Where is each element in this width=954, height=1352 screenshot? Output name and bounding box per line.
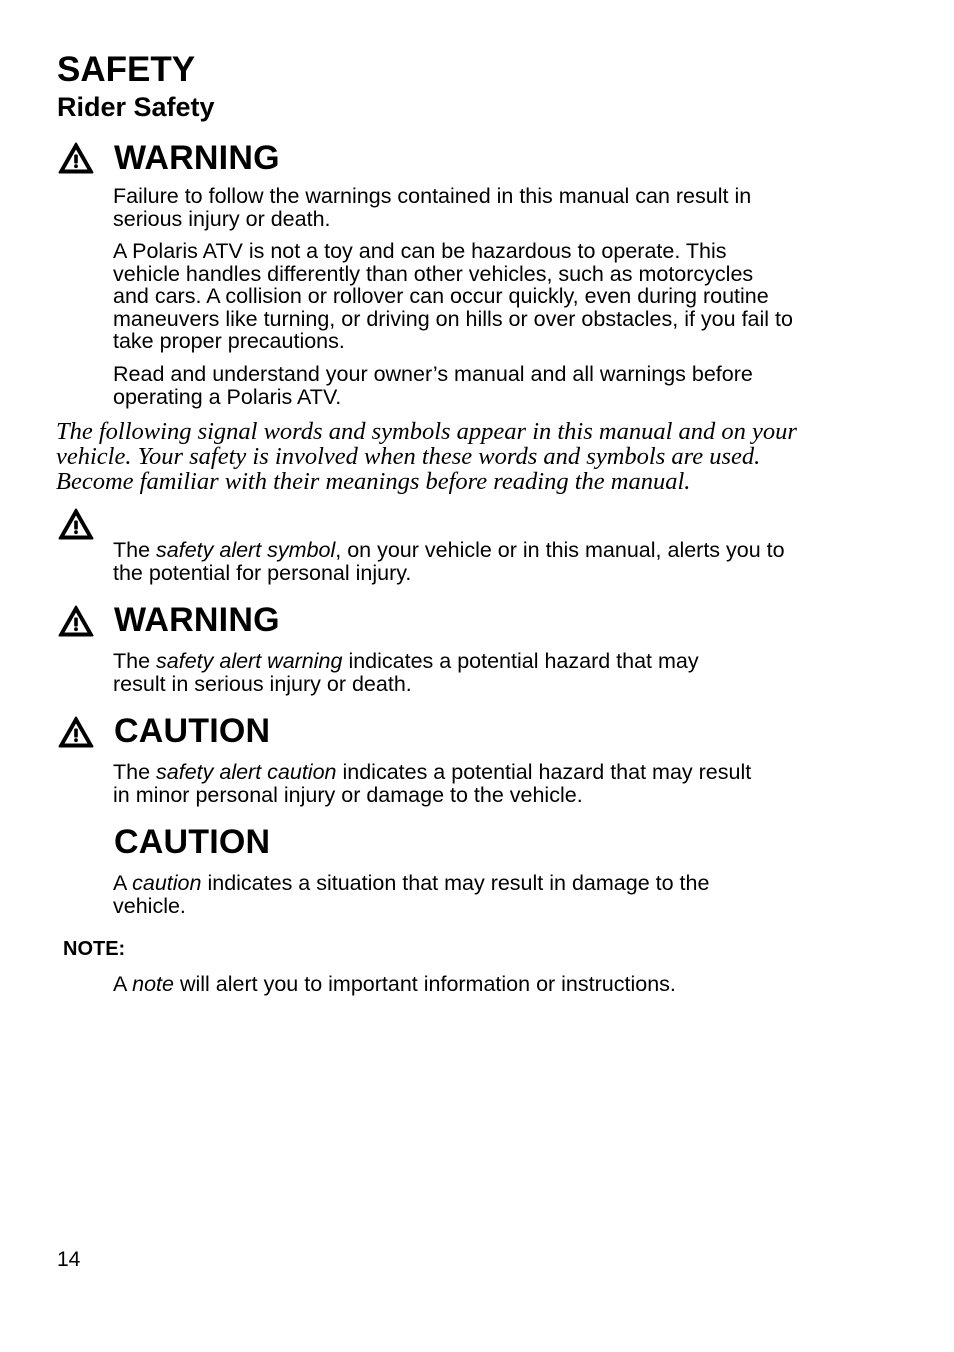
safety-alert-triangle-icon	[58, 716, 94, 748]
definition-suffix: will alert you to important information or instructions.	[174, 972, 676, 996]
definition-prefix: A	[113, 972, 133, 996]
caution-alert-definition	[113, 761, 753, 806]
definition-prefix: The	[113, 649, 157, 673]
safety-alert-triangle-icon	[58, 142, 94, 174]
caution-alert-heading: CAUTION	[114, 712, 271, 750]
definition-term: safety alert symbol	[156, 538, 336, 562]
note-definition	[113, 973, 793, 996]
definition-term: caution	[132, 871, 202, 895]
warning-paragraph-2: A Polaris ATV is not a toy and can be hazardous to operate. This vehicle handles differently than other vehicles, such as motorcycles and cars. A collision or rollover can occur quickly, even during routine maneuvers like turning, or driving on hills or over obstacles, if you fail to take proper precautions.	[113, 239, 793, 353]
safety-alert-triangle-icon	[58, 605, 94, 637]
definition-prefix: A	[113, 871, 133, 895]
warning-signal-heading: WARNING	[114, 601, 280, 639]
note-label: NOTE:	[63, 938, 126, 960]
safety-alert-triangle-icon	[58, 508, 94, 540]
warning-heading: WARNING	[114, 139, 280, 177]
safety-alert-symbol-definition	[113, 539, 793, 584]
page-number: 14	[57, 1248, 81, 1271]
definition-term: note	[132, 972, 174, 996]
warning-paragraph-1: Failure to follow the warnings contained in this manual can result in serious injury or death.	[113, 184, 752, 231]
definition-term: safety alert warning	[156, 649, 343, 673]
definition-suffix: indicates a potential hazard that may result in serious injury or death.	[113, 649, 699, 696]
section-title: SAFETY	[57, 50, 196, 89]
definition-suffix: indicates a potential hazard that may result in minor personal injury or damage to the vehicle.	[113, 760, 752, 807]
caution-heading: CAUTION	[114, 823, 271, 861]
section-subtitle: Rider Safety	[57, 92, 215, 122]
caution-definition	[113, 872, 763, 917]
definition-suffix: indicates a situation that may result in damage to the vehicle.	[113, 871, 710, 918]
warning-definition	[113, 650, 753, 695]
warning-paragraph-3: Read and understand your owner’s manual and all warnings before operating a Polaris ATV.	[113, 362, 753, 409]
definition-prefix: The	[113, 760, 157, 784]
signal-words-intro: The following signal words and symbols appear in this manual and on your vehicle. Your safety is involved when these words and symbols are used. Become familiar with their meanings before reading the manual.	[56, 418, 797, 495]
definition-prefix: The	[113, 538, 157, 562]
definition-suffix: , on your vehicle or in this manual, alerts you to the potential for personal injury.	[113, 538, 785, 585]
definition-term: safety alert caution	[156, 760, 337, 784]
